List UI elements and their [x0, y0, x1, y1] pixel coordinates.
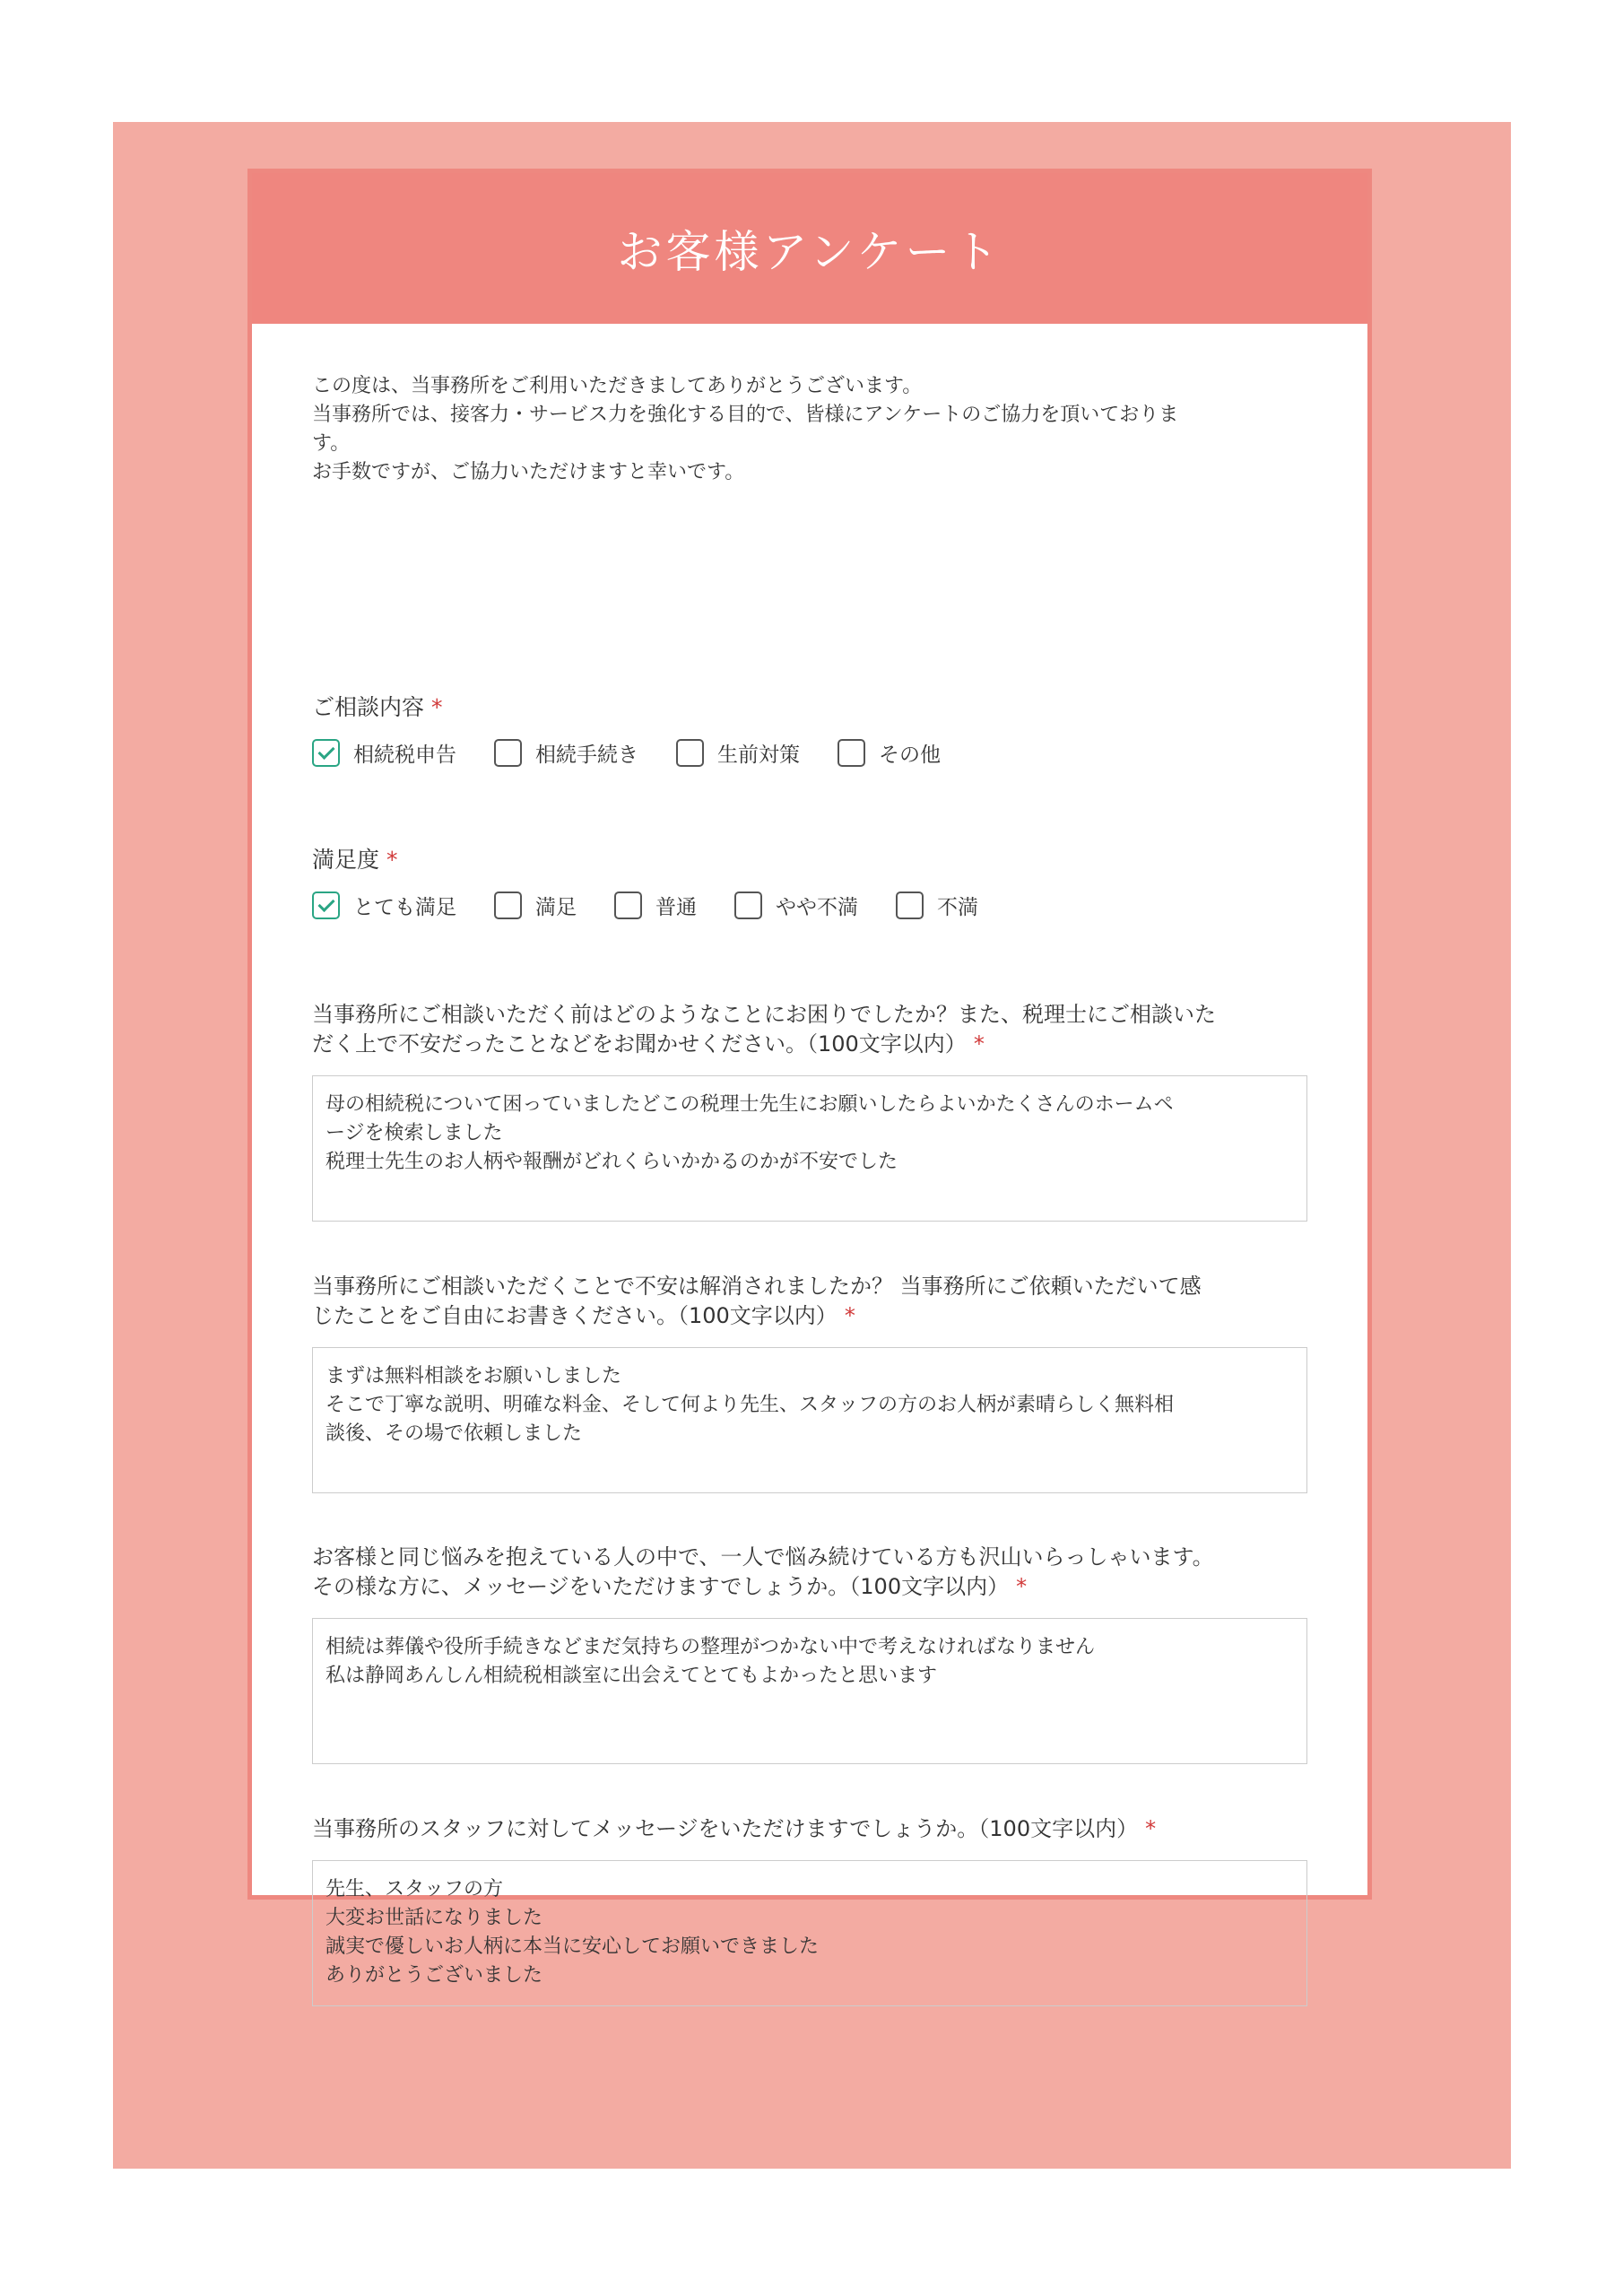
question-line: 当事務所にご相談いただく前はどのようなことにお困りでしたか？また、税理士にご相談いた	[312, 1002, 1216, 1027]
option-label: 普通	[655, 896, 697, 919]
survey-header	[252, 173, 1367, 324]
required-mark: *	[973, 1031, 985, 1057]
option-label: 生前対策	[717, 744, 800, 767]
checkbox[interactable]	[494, 891, 522, 919]
answer-line: 大変お世話になりました	[325, 1907, 543, 1929]
answer-textarea[interactable]	[312, 1347, 1307, 1493]
option-other[interactable]	[838, 738, 941, 768]
option-label: 不満	[937, 896, 978, 919]
option-label: 相続手続き	[535, 744, 638, 767]
option-label: やや不満	[776, 896, 858, 919]
question-line: じたことをご自由にお書きください。（100文字以内）	[312, 1303, 838, 1328]
option-label: その他	[879, 744, 941, 767]
answer-line: まずは無料相談をお願いしました	[325, 1365, 622, 1387]
option-very-satisfied[interactable]	[312, 891, 456, 920]
satisfaction-label-text: 満足度	[312, 847, 380, 873]
question-1	[312, 1000, 1307, 1222]
satisfaction-section	[312, 845, 1307, 920]
question-line: お客様と同じ悩みを抱えている人の中で、一人で悩み続けている方も沢山いらっしゃいます。	[312, 1544, 1214, 1570]
checkbox[interactable]	[896, 891, 924, 919]
consultation-label	[312, 692, 1307, 723]
intro-line: この度は、当事務所をご利用いただきましてありがとうございます。	[312, 375, 923, 397]
required-mark: *	[431, 694, 443, 720]
option-label: 相続税申告	[353, 744, 456, 767]
answer-textarea[interactable]	[312, 1075, 1307, 1222]
checkbox-checked[interactable]	[312, 739, 340, 767]
option-dissatisfied[interactable]	[896, 891, 978, 920]
answer-line: 相続は葬儀や役所手続きなどまだ気持ちの整理がつかない中で考えなければなりません	[325, 1636, 1096, 1658]
answer-line: 談後、その場で依頼しました	[325, 1422, 583, 1445]
checkbox[interactable]	[838, 739, 865, 767]
survey-title: お客様アンケート	[617, 226, 1002, 278]
answer-line: 税理士先生のお人柄や報酬がどれくらいかかるのかが不安でした	[325, 1151, 898, 1173]
checkbox[interactable]	[494, 739, 522, 767]
intro-line: す。	[312, 432, 351, 455]
option-inheritance-tax-return[interactable]	[312, 738, 456, 768]
option-estate-planning[interactable]	[676, 738, 800, 768]
satisfaction-options	[312, 891, 1307, 920]
option-satisfied[interactable]	[494, 891, 577, 920]
question-3	[312, 1543, 1307, 1764]
answer-line: そこで丁寧な説明、明確な料金、そして何より先生、スタッフの方のお人柄が素晴らしく無料相	[325, 1394, 1175, 1416]
intro-text	[312, 372, 1307, 487]
answer-line: ージを検索しました	[325, 1122, 503, 1144]
intro-line: 当事務所では、接客力・サービス力を強化する目的で、皆様にアンケートのご協力を頂いておりま	[312, 404, 1179, 426]
answer-textarea[interactable]	[312, 1618, 1307, 1764]
answer-line: 誠実で優しいお人柄に本当に安心してお願いできました	[325, 1935, 820, 1958]
checkbox[interactable]	[614, 891, 642, 919]
checkbox[interactable]	[734, 891, 762, 919]
question-line: 当事務所にご相談いただくことで不安は解消されましたか？ 当事務所にご依頼いただいて感	[312, 1274, 1202, 1299]
intro-line: お手数ですが、ご協力いただけますと幸いです。	[312, 461, 745, 483]
answer-textarea[interactable]	[312, 1860, 1307, 2006]
question-text	[312, 1000, 1307, 1059]
required-mark: *	[1016, 1574, 1028, 1599]
required-mark: *	[1145, 1816, 1157, 1841]
option-somewhat-dissatisfied[interactable]	[734, 891, 858, 920]
required-mark: *	[386, 847, 398, 873]
question-text	[312, 1814, 1307, 1844]
survey-card	[247, 169, 1372, 1987]
checkbox[interactable]	[676, 739, 704, 767]
option-label: とても満足	[353, 896, 456, 919]
answer-line: 私は静岡あんしん相続税相談室に出会えてとてもよかったと思います	[325, 1665, 938, 1687]
question-text	[312, 1272, 1307, 1331]
survey-content	[312, 372, 1307, 1987]
checkbox-checked[interactable]	[312, 891, 340, 919]
question-line: だく上で不安だったことなどをお聞かせください。（100文字以内）	[312, 1031, 967, 1057]
question-line: 当事務所のスタッフに対してメッセージをいただけますでしょうか。（100文字以内）	[312, 1816, 1139, 1841]
consultation-label-text: ご相談内容	[312, 694, 425, 720]
option-inheritance-procedure[interactable]	[494, 738, 638, 768]
question-line: その様な方に、メッセージをいただけますでしょうか。（100文字以内）	[312, 1574, 1010, 1599]
question-4	[312, 1814, 1307, 2006]
answer-line: ありがとうございました	[325, 1964, 543, 1987]
question-2	[312, 1272, 1307, 1493]
option-neutral[interactable]	[614, 891, 697, 920]
consultation-options	[312, 738, 1307, 768]
answer-line: 先生、スタッフの方	[325, 1878, 504, 1900]
option-label: 満足	[535, 896, 577, 919]
answer-line: 母の相続税について困っていましたどこの税理士先生にお願いしたらよいかたくさんのホームペ	[325, 1093, 1174, 1116]
satisfaction-label	[312, 845, 1307, 875]
consultation-section	[312, 692, 1307, 768]
question-text	[312, 1543, 1307, 1602]
required-mark: *	[844, 1303, 855, 1328]
